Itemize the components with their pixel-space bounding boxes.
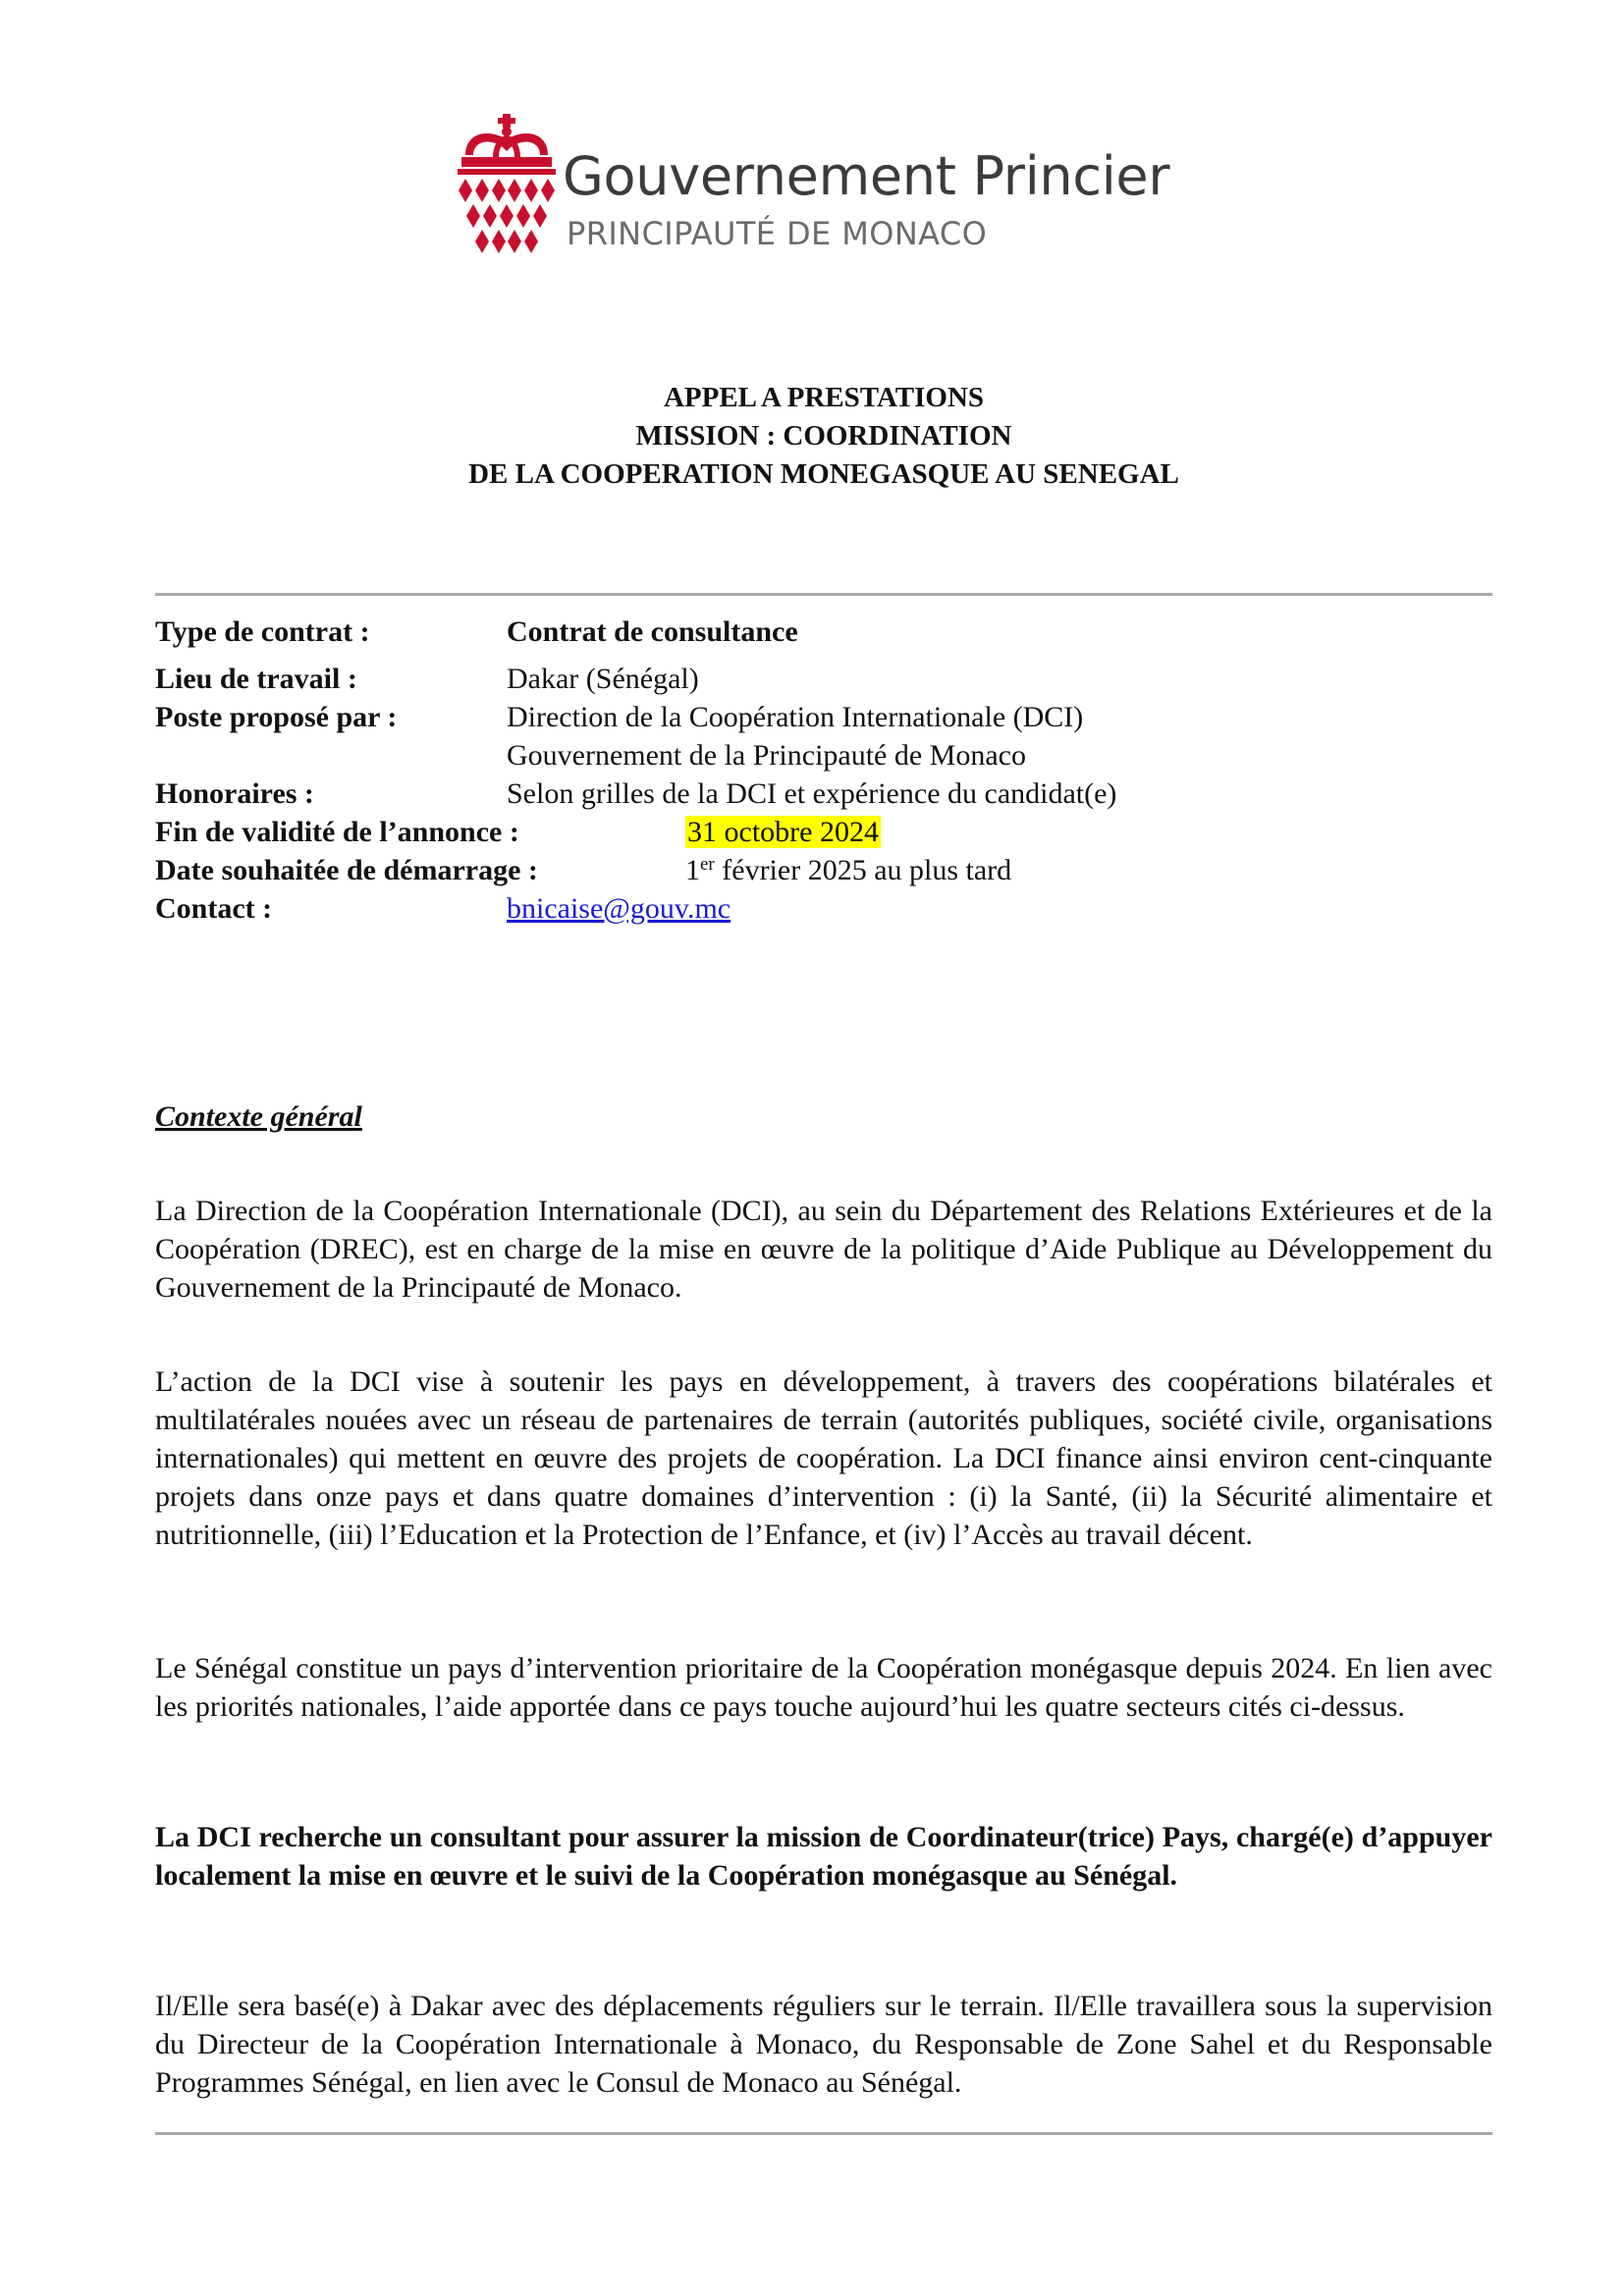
contact-label: Contact : [155, 892, 273, 925]
context-heading: Contexte général [155, 1100, 362, 1133]
info-row-start-date [155, 851, 1492, 889]
start-date-ordinal: er [700, 854, 715, 875]
end-date-label: Fin de validité de l’annonce : [155, 816, 519, 848]
fees-value: Selon grilles de la DCI et expérience du candidat(e) [507, 777, 1117, 810]
crown-emblem-icon [458, 114, 556, 261]
title-line-1: APPEL A PRESTATIONS [663, 382, 985, 413]
info-row-fees [155, 774, 1492, 813]
start-date-day: 1 [685, 854, 700, 886]
offered-by-value-1: Direction de la Coopération Internationale (DCI) [507, 701, 1084, 733]
context-paragraph-1: La Direction de la Coopération Internationale (DCI), au sein du Département des Relations Extérieures et de la Coopération (DREC), est en charge de la mise en œuvre de la politique d’Aide Publique au Développement du Gouvernement de la Principauté de Monaco. [155, 1195, 1492, 1304]
bottom-divider [155, 2132, 1492, 2135]
document-title [157, 379, 1490, 494]
offered-by-value-2: Gouvernement de la Principauté de Monaco [507, 739, 1026, 772]
offered-by-label: Poste proposé par : [155, 701, 398, 733]
info-row-end-date [155, 813, 1492, 851]
info-row-offered-by [155, 698, 1492, 736]
context-paragraph-4: La DCI recherche un consultant pour assurer la mission de Coordinateur(trice) Pays, chargé(e) d’appuyer localement la mise en œuvre et le suivi de la Coopération monégasque au Sénégal. [155, 1821, 1492, 1892]
context-paragraph-3: Le Sénégal constitue un pays d’intervention prioritaire de la Coopération monégasque depuis 2024. En lien avec les priorités nationales, l’aide apportée dans ce pays touche aujourd’hui les quatre secteurs cités ci-dessus. [155, 1652, 1492, 1723]
end-date-value [685, 813, 881, 851]
contact-value [507, 889, 731, 928]
context-paragraph-5: Il/Elle sera basé(e) à Dakar avec des déplacements réguliers sur le terrain. Il/Elle travaillera sous la supervision du Directeur de la Coopération Internationale à Monaco, du Responsable de Zone Sahel et du Responsable Programmes Sénégal, en lien avec le Consul de Monaco au Sénégal. [155, 1990, 1492, 2099]
start-date-label: Date souhaitée de démarrage : [155, 854, 538, 886]
fees-label: Honoraires : [155, 777, 314, 810]
context-paragraph-2: L’action de la DCI vise à soutenir les pays en développement, à travers des coopérations bilatérales et multilatérales nouées avec un réseau de partenaires de terrain (autorités publiques, société civile, organisations internationales) qui mettent en œuvre des projets de coopération. La DCI finance ainsi environ cent-cinquante projets dans onze pays et dans quatre domaines d’intervention : (i) la Santé, (ii) la Sécurité alimentaire et nutritionnelle, (iii) l’Education et la Protection de l’Enfance, et (iv) l’Accès au travail décent. [155, 1365, 1492, 1551]
end-date-highlight: 31 octobre 2024 [687, 816, 879, 848]
info-row-offered-by-continued [155, 736, 1492, 774]
contract-type-value: Contrat de consultance [507, 615, 798, 648]
location-value: Dakar (Sénégal) [507, 663, 699, 695]
top-divider [155, 593, 1492, 596]
title-line-2: MISSION : COORDINATION [635, 420, 1012, 452]
logo-title: Gouvernement Princier [563, 145, 1170, 207]
info-row-contact [155, 889, 1492, 928]
start-date-rest: février 2025 au plus tard [714, 854, 1012, 886]
contract-type-label: Type de contrat : [155, 615, 370, 648]
location-label: Lieu de travail : [155, 663, 357, 695]
info-row-location [155, 660, 1492, 698]
start-date-value [685, 851, 1011, 889]
info-row-contract-type [155, 613, 1492, 660]
title-line-3: DE LA COOPERATION MONEGASQUE AU SENEGAL [468, 458, 1179, 490]
government-logo [458, 114, 1184, 261]
logo-subtitle: PRINCIPAUTÉ DE MONACO [567, 215, 988, 252]
job-info-table [155, 613, 1492, 928]
contact-email-link[interactable]: bnicaise@gouv.mc [507, 892, 731, 925]
